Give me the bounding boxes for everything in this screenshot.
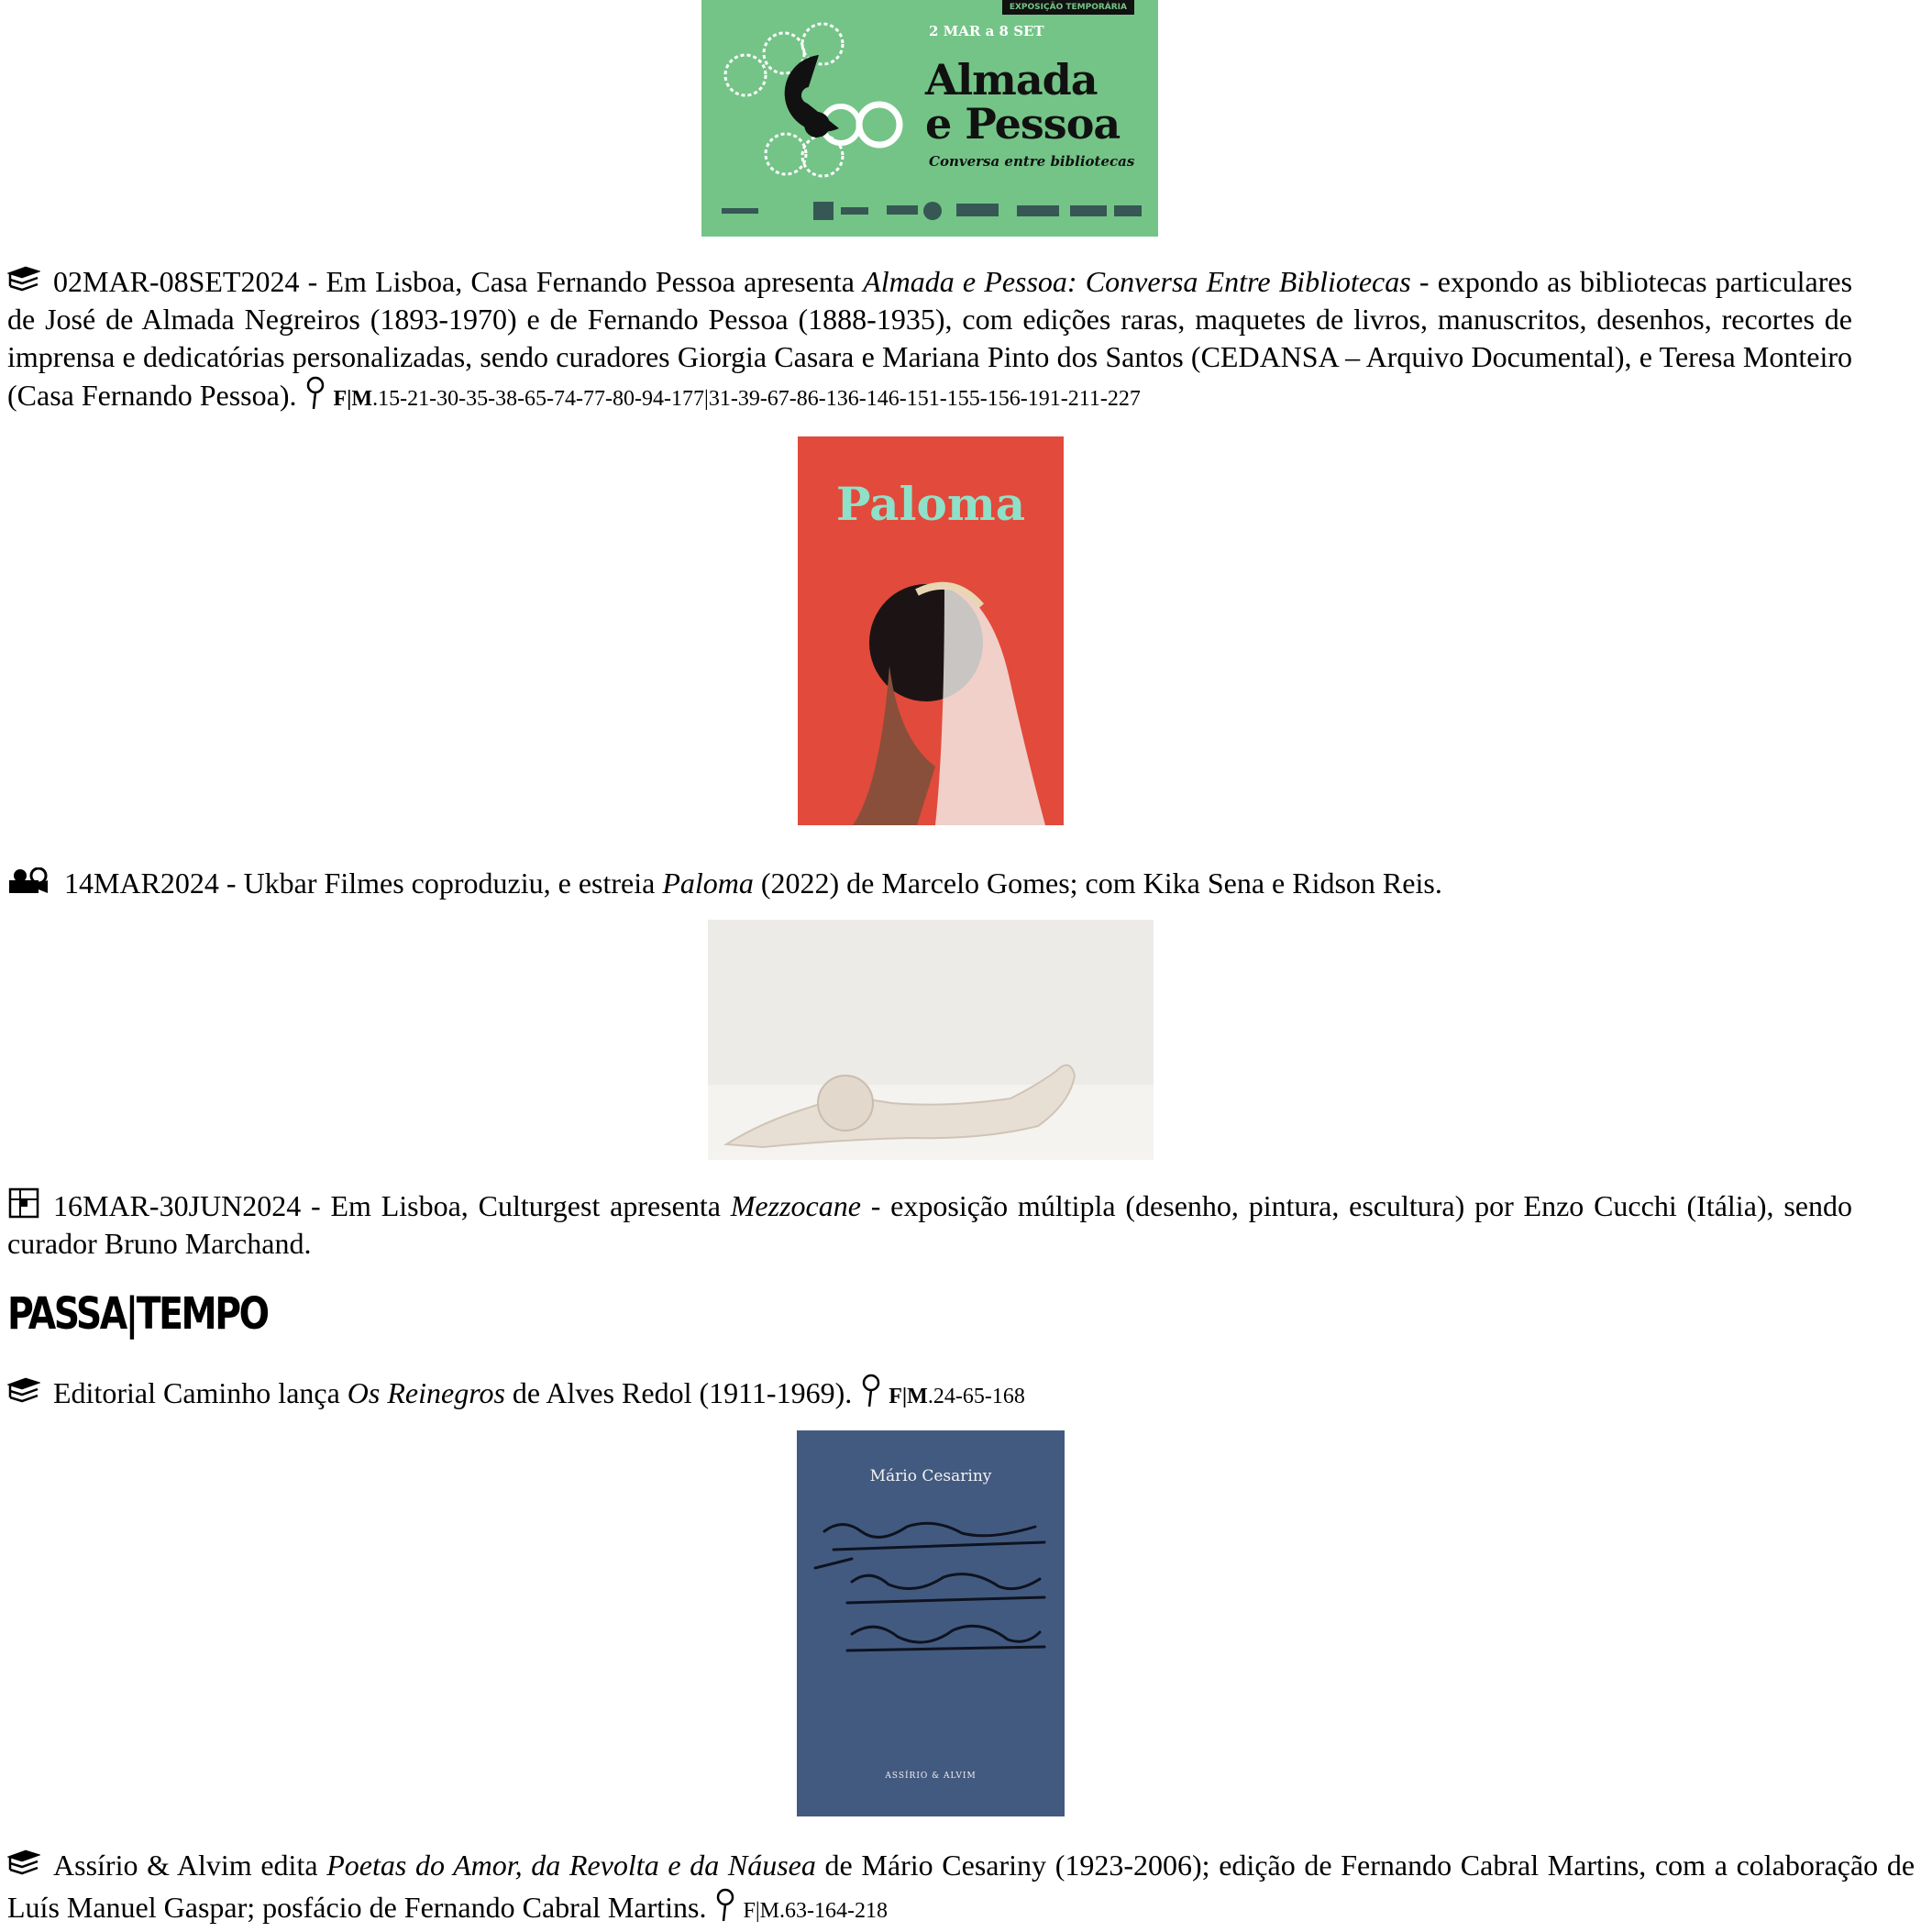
entry-almada-pessoa [7,263,1852,418]
reference-numbers: .24-65-168 [927,1385,1025,1408]
entry-poetas-do-amor [7,1844,1915,1932]
entry-text: (2022) de Marcelo Gomes; com Kika Sena e Ridson Reis. [753,867,1442,900]
entry-title: Paloma [662,867,754,900]
entry-text: - exposição múltipla (desenho, pintura, escultura) por Enzo Cucchi (Itália), sendo curador Bruno Marchand. [7,1189,1853,1260]
book-stack-icon [7,266,40,295]
paloma-film-poster [798,436,1064,825]
sponsor-logos [722,200,1143,222]
entry-lead: 16MAR-30JUN2024 - Em Lisboa, Culturgest apresenta [53,1189,731,1222]
entry-title: Almada e Pessoa: Conversa Entre Bibliotecas [863,265,1411,298]
sculpture-photo [708,920,1154,1160]
entry-lead: 02MAR-08SET2024 - Em Lisboa, Casa Fernando Pessoa apresenta [53,265,864,298]
entry-title: Os Reinegros [347,1376,505,1409]
sculpture-illustration [708,920,1154,1160]
entry-mezzocane [7,1187,1852,1263]
reference-prefix: F|M [889,1385,928,1408]
entry-os-reinegros [7,1374,1852,1416]
entry-text: - expondo as bibliotecas particulares de José de Almada Negreiros (1893-1970) e de Fernando Pessoa (1888-1935), com edições raras, maquetes de livros, manuscritos, desenhos, recortes de imprensa e dedicatórias personalizadas, sendo curadores Giorgia Casara e Mariana Pinto dos Santos (CEDANSA – Arquivo Documental), e Teresa Monteiro (Casa Fernando Pessoa). [7,265,1853,412]
film-poster-title: Paloma [835,477,1026,531]
bride-figure-illustration [798,436,1064,825]
handwritten-title-illustration [797,1430,1065,1816]
almada-pessoa-poster [701,0,1158,237]
poster-title-line1: Almada [925,55,1098,105]
reference-numbers: .15-21-30-35-38-65-74-77-80-94-177|31-39-67-86-136-146-151-155-156-191-211-227 [372,387,1141,411]
entry-lead: 14MAR2024 - Ukbar Filmes coproduziu, e estreia [64,867,663,900]
book-stack-icon [7,1849,40,1879]
book-cover-publisher: ASSÍRIO & ALVIM [885,1772,977,1781]
entry-text: de Alves Redol (1911-1969). [504,1376,853,1409]
poster-dates: 2 MAR a 8 SET [929,23,1044,39]
book-cover-poetas [797,1430,1065,1816]
section-heading-passatempo: PASSA|TEMPO [7,1288,268,1340]
book-cover-author: Mário Cesariny [869,1467,992,1485]
map-pin-icon [715,1888,735,1923]
film-camera-icon [7,867,51,897]
reference-prefix: F|M [333,387,373,411]
poster-tag: EXPOSIÇÃO TEMPORÁRIA [1002,0,1134,15]
entry-text: de Mário Cesariny (1923-2006); edição de Fernando Cabral Martins, com a colaboração de Luís Manuel Gaspar; posfácio de Fernando Cabral Martins. [7,1849,1915,1924]
reference: F|M.63-164-218 [743,1899,888,1923]
map-pin-icon [861,1374,881,1408]
book-stack-icon [7,1377,40,1407]
map-pin-icon [305,376,326,411]
entry-lead: Editorial Caminho lança [53,1376,348,1409]
frame-icon [7,1187,40,1220]
entry-lead: Assírio & Alvim edita [53,1849,327,1882]
poster-subtitle: Conversa entre bibliotecas [929,153,1135,170]
poster-title-line2: e Pessoa [925,99,1121,149]
entry-title: Poetas do Amor, da Revolta e da Náusea [326,1849,816,1882]
entry-title: Mezzocane [730,1189,861,1222]
entry-paloma [7,865,1852,902]
